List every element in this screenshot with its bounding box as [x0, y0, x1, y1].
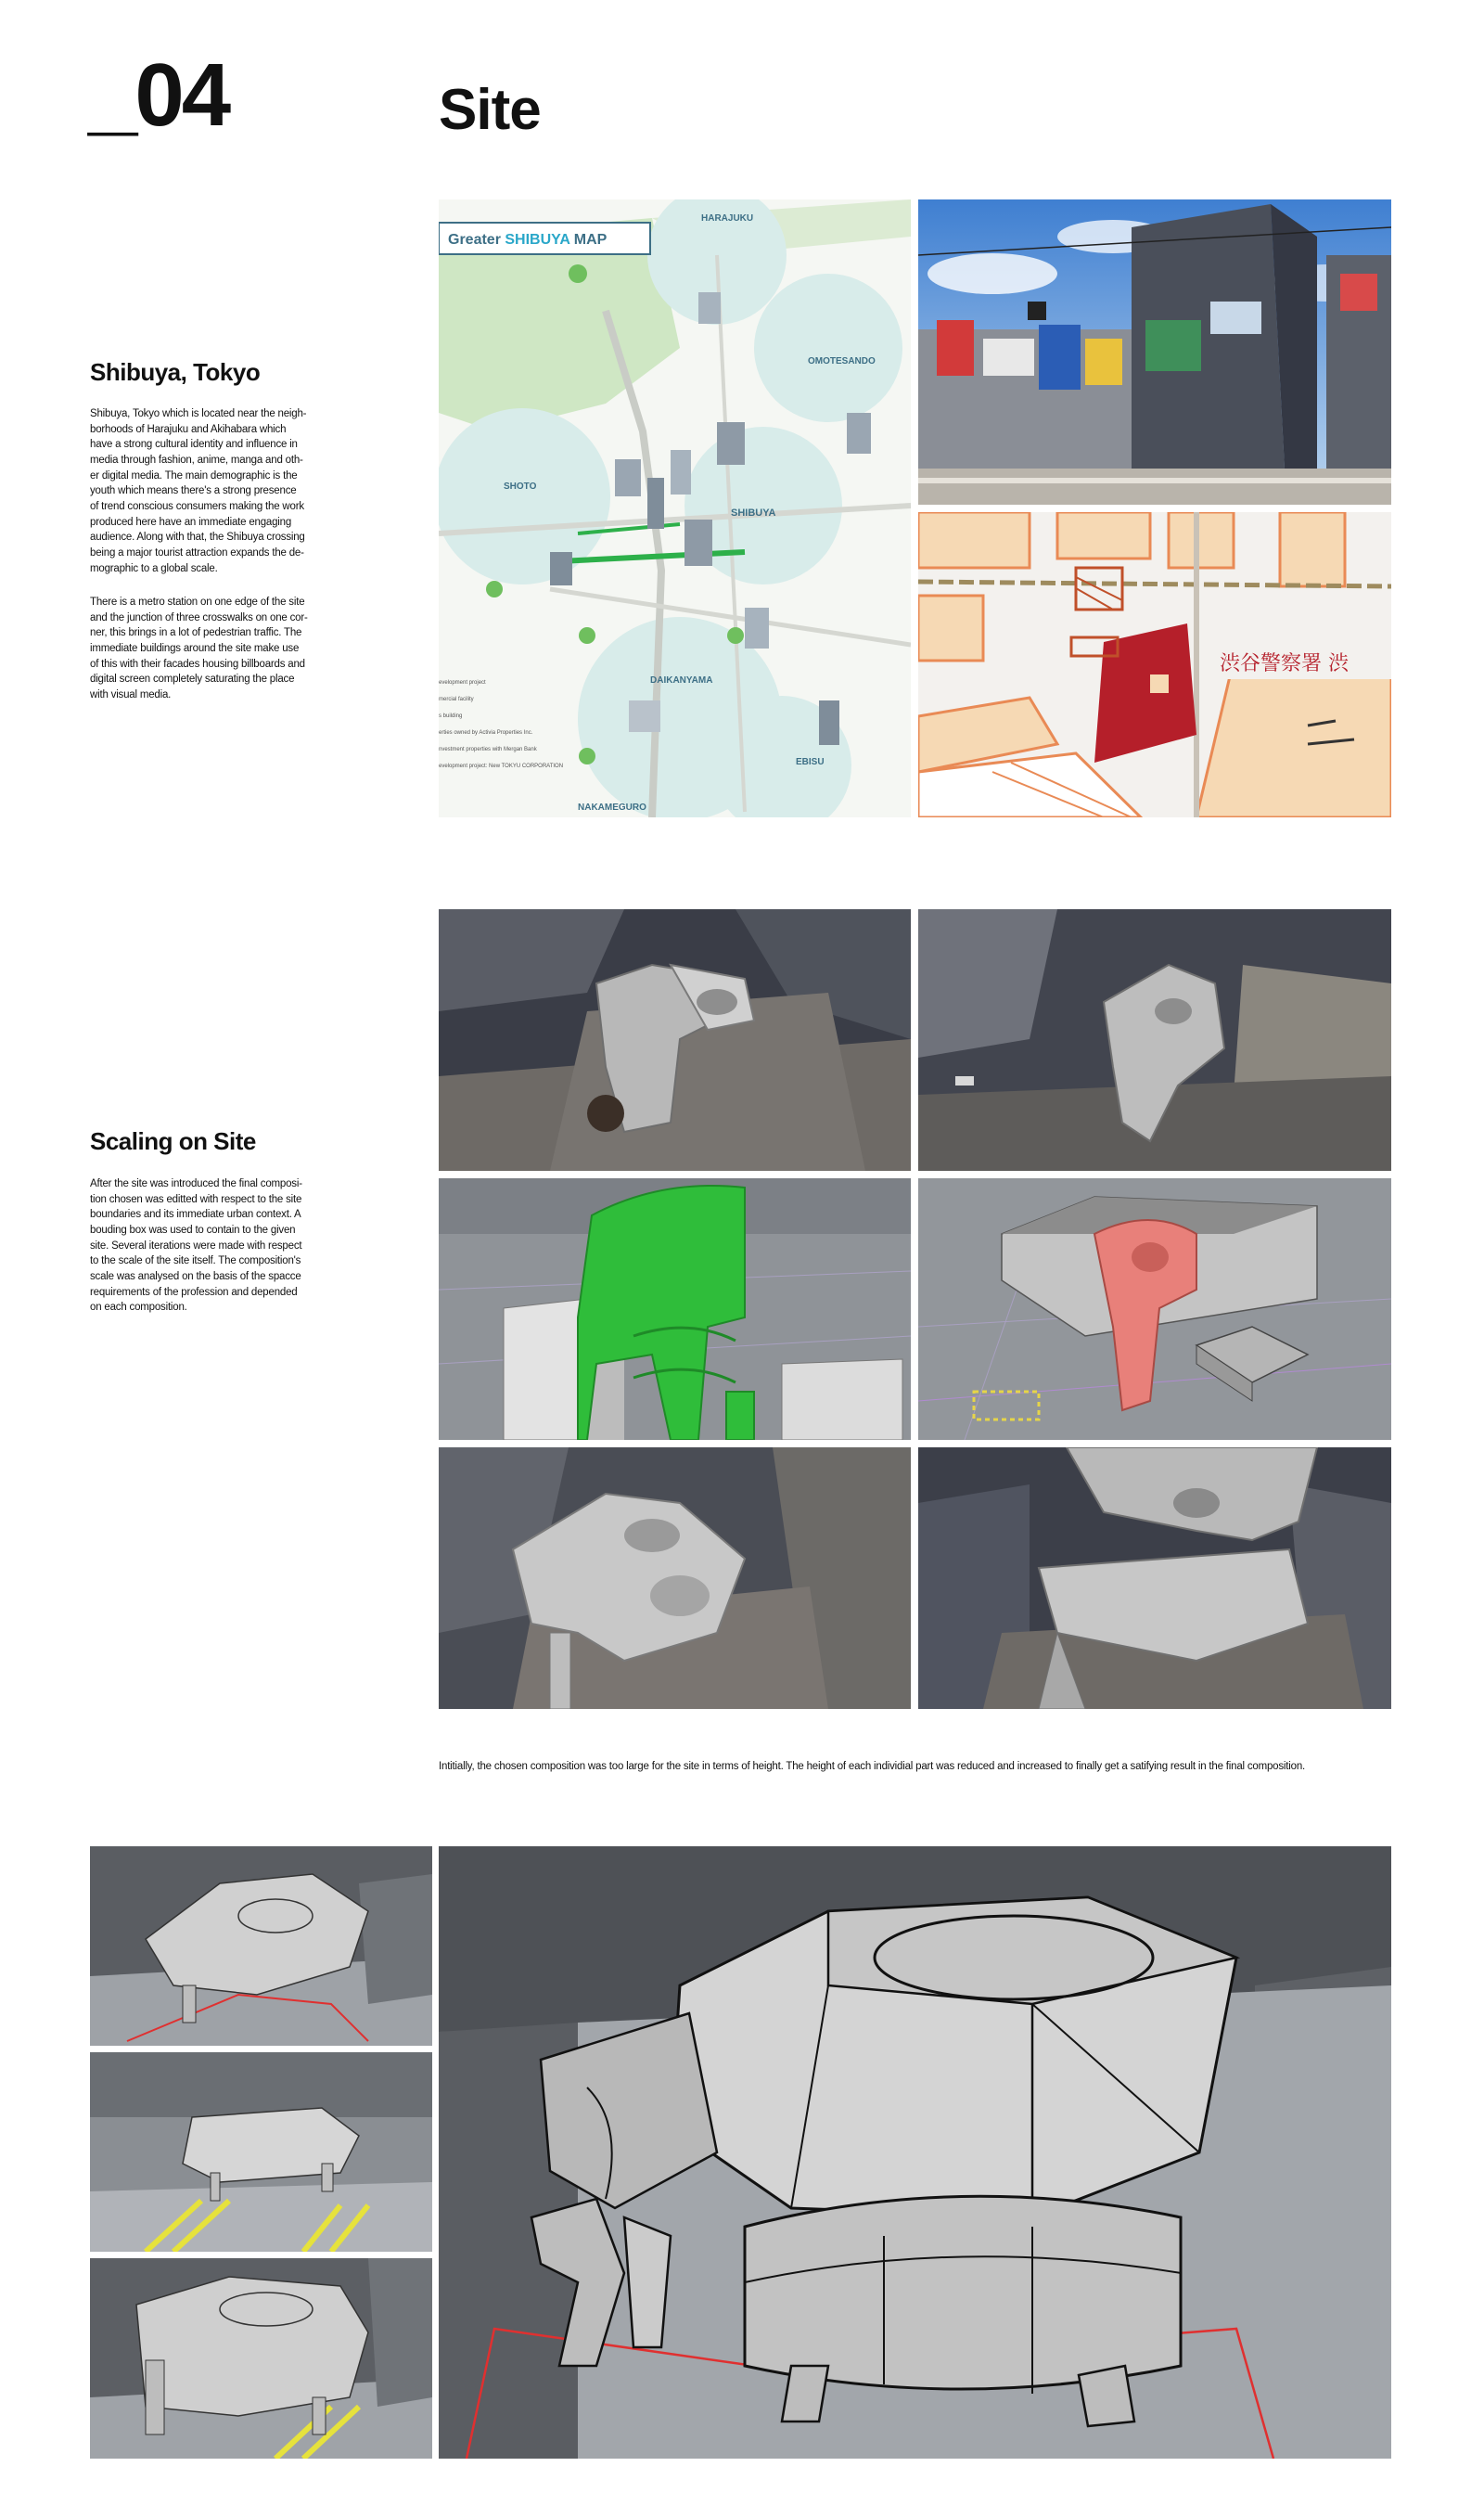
- map-district-shibuya: SHIBUYA: [731, 507, 776, 519]
- scaling-caption: Intitially, the chosen composition was too large for the site in terms of height. The height of each individial part was reduced and increased to finally get a satifying result in the final composition.: [439, 1761, 1306, 1772]
- map-district-shoto: SHOTO: [504, 482, 537, 492]
- shibuya-paragraph-1: Shibuya, Tokyo which is located near the neigh- borhoods of Harajuku and Akihabara which have a strong cultural identity and influence in media through fashion, anime, manga and oth- er digital media. The main demographic is the youth which means there's a strong presence of trend conscious consumers making the work produced here have an immediate engaging audience. Along with that, the Shibuya crossing being a major tourist attraction expands the de- mographic to a global scale.: [90, 408, 307, 574]
- aerial-render-2: [918, 909, 1391, 1171]
- map-district-daikanyama: DAIKANYAMA: [650, 675, 713, 686]
- map-legend-item: mercial facility: [439, 697, 474, 702]
- section-title: Site: [439, 78, 541, 142]
- aerial-render-4: [918, 1447, 1391, 1709]
- aerial-render-1: [439, 909, 911, 1171]
- map-legend-item: erties owned by Activia Properties Inc.: [439, 730, 533, 736]
- scaling-paragraph: After the site was introduced the final composi- tion chosen was editted with respect to the site boundaries and its immediate urban context. A bouding box was used to contain to the given site. Several iterations were made with respect to the scale of the site itself. The composition's scale was analysed on the basis of the spacce requirements of the profession and depended on each composition.: [90, 1178, 302, 1314]
- map-legend-item: evelopment project: [439, 680, 486, 686]
- map-legend-item: s building: [439, 713, 463, 719]
- viewport-render-green: [439, 1178, 911, 1440]
- final-composition-view: [439, 1846, 1391, 2459]
- site-plan: [918, 512, 1391, 817]
- site-plan-label: 渋谷警察署 渋: [1220, 652, 1349, 675]
- map-district-harajuku: HARAJUKU: [701, 213, 754, 224]
- map-title: Greater SHIBUYA MAP: [448, 232, 608, 248]
- shibuya-heading: Shibuya, Tokyo: [90, 358, 261, 386]
- map-district-nakameguro: NAKAMEGURO: [578, 803, 646, 813]
- shibuya-street-photo: [918, 199, 1391, 505]
- iteration-view-2: [90, 2052, 432, 2252]
- shibuya-paragraph-2: There is a metro station on one edge of the site and the junction of three crosswalks on one cor- ner, this brings in a lot of pedestrian traffic. The immediate buildings around the site make use of this with their facades housing billboards and digital screen completely saturating the place with visual media.: [90, 597, 308, 701]
- shibuya-illustrated-map: [439, 199, 911, 817]
- map-district-omotesando: OMOTESANDO: [808, 356, 876, 366]
- map-district-ebisu: EBISU: [796, 757, 825, 767]
- aerial-render-3: [439, 1447, 911, 1709]
- scaling-heading: Scaling on Site: [90, 1127, 256, 1155]
- section-number: _04: [88, 45, 229, 145]
- iteration-view-3: [90, 2258, 432, 2459]
- iteration-view-1: [90, 1846, 432, 2046]
- map-legend-item: nvestment properties with Mergan Bank: [439, 747, 537, 752]
- map-legend-item: evelopment project: New TOKYU CORPORATION: [439, 764, 564, 769]
- viewport-render-red: [918, 1178, 1391, 1440]
